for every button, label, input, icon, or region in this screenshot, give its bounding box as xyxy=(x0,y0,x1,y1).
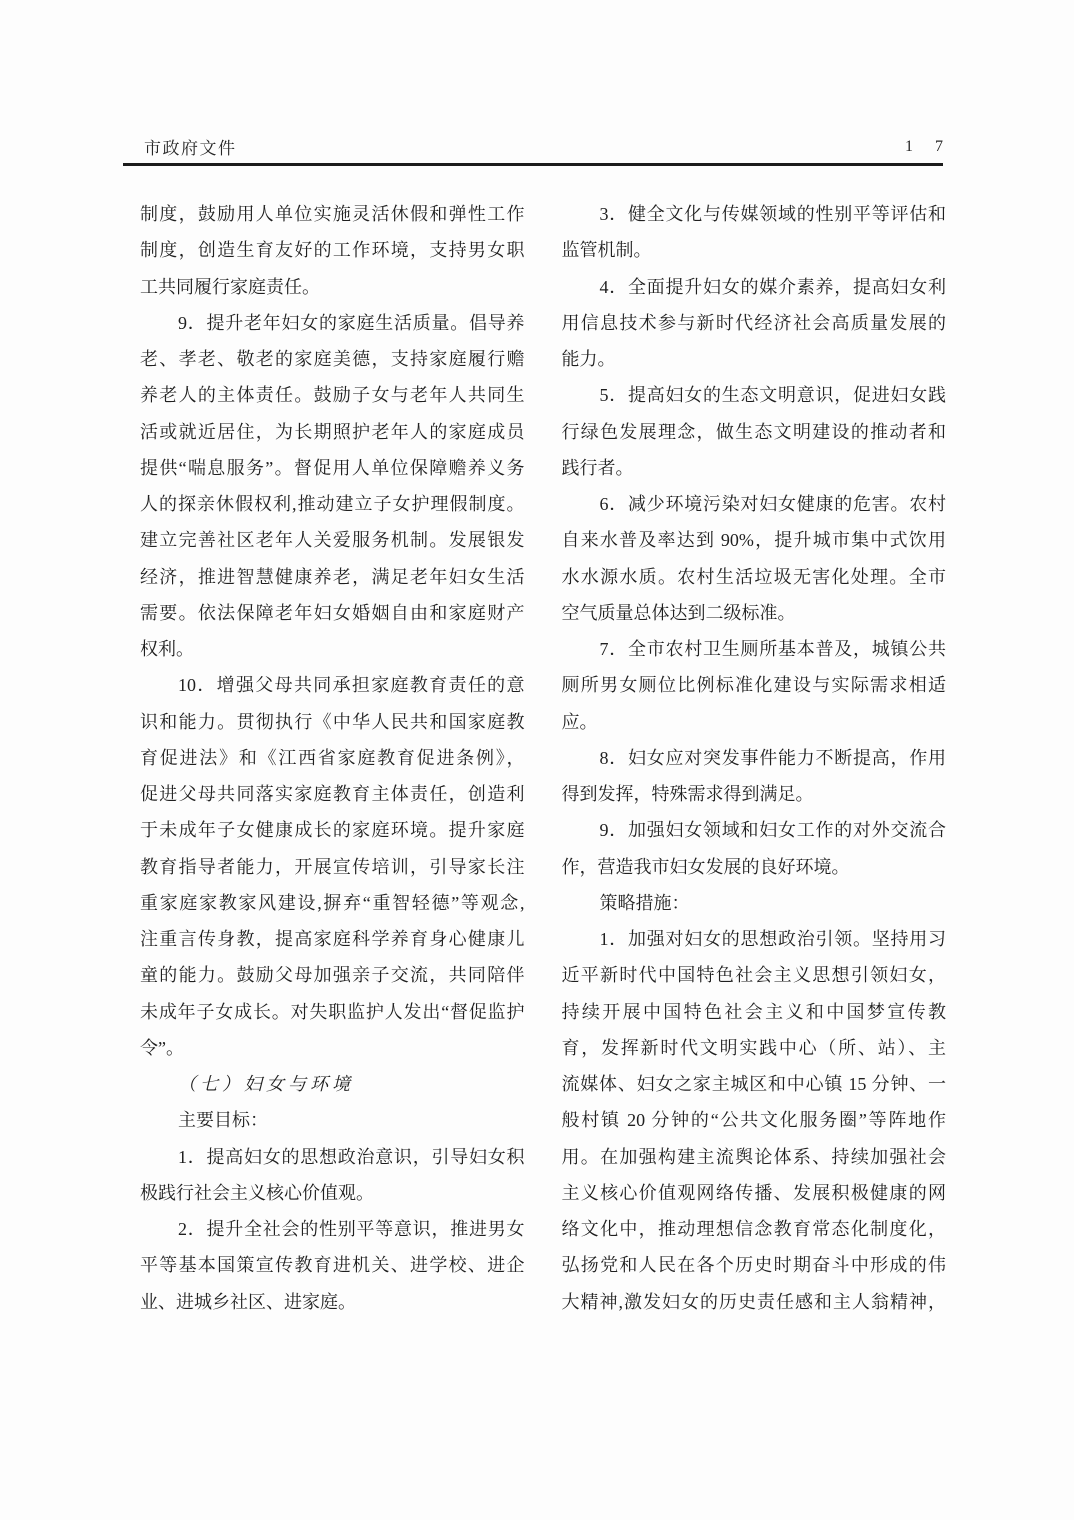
text-line: 8．妇女应对突发事件能力不断提高，作用 xyxy=(599,747,946,768)
text-line: 养老人的主体责任。鼓励子女与老年人共同生 xyxy=(140,385,525,406)
text-line: 作，营造我市妇女发展的良好环境。 xyxy=(561,856,850,877)
text-line: 4．全面提升妇女的媒介素养，提高妇女利 xyxy=(599,276,946,297)
text-line: 用。在加强构建主流舆论体系、持续加强社会 xyxy=(561,1146,946,1167)
text-line: 教育指导者能力，开展宣传培训，引导家长注 xyxy=(140,856,525,877)
text-line: 10．增强父母共同承担家庭教育责任的意 xyxy=(178,675,525,696)
text-line: 育促进法》和《江西省家庭教育促进条例》， xyxy=(140,747,525,768)
page-number: 1 7 xyxy=(905,138,952,155)
text-line: 极践行社会主义核心价值观。 xyxy=(140,1182,374,1203)
text-line: 络文化中，推动理想信念教育常态化制度化， xyxy=(561,1219,946,1239)
left-column xyxy=(140,196,525,1320)
text-line: 识和能力。贯彻执行《中华人民共和国家庭教 xyxy=(140,711,525,732)
text-line: 童的能力。鼓励父母加强亲子交流，共同陪伴 xyxy=(140,965,525,986)
text-line: 持续开展中国特色社会主义和中国梦宣传教 xyxy=(561,1001,946,1022)
text-line: 制度，创造生育友好的工作环境，支持男女职 xyxy=(140,240,525,261)
text-line: 能力。 xyxy=(561,349,616,369)
text-line: 践行者。 xyxy=(561,457,634,478)
text-line: 权利。 xyxy=(140,639,194,659)
text-line: 9．提升老年妇女的家庭生活质量。倡导养 xyxy=(178,312,525,333)
text-line: 策略措施： xyxy=(599,892,690,913)
text-line: 提供“喘息服务”。督促用人单位保障赡养义务 xyxy=(140,457,525,478)
text-line: 应。 xyxy=(561,711,598,732)
header-rule xyxy=(123,163,943,166)
text-line: 流媒体、妇女之家主城区和中心镇 15 分钟、一 xyxy=(561,1074,946,1094)
text-line: 活或就近居住，为长期照护老年人的家庭成员 xyxy=(140,421,525,442)
text-line: 自来水普及率达到 90%，提升城市集中式饮用 xyxy=(561,530,946,551)
text-line: 促进父母共同落实家庭教育主体责任，创造利 xyxy=(140,784,525,804)
text-line: 3．健全文化与传媒领域的性别平等评估和 xyxy=(599,204,946,224)
text-line: 9．加强妇女领域和妇女工作的对外交流合 xyxy=(599,820,946,841)
text-line: 弘扬党和人民在各个历史时期奋斗中形成的伟 xyxy=(561,1255,946,1276)
text-line: 平等基本国策宣传教育进机关、进学校、进企 xyxy=(140,1255,525,1276)
text-line: 1．提高妇女的思想政治意识，引导妇女积 xyxy=(178,1146,525,1167)
text-line: 令”。 xyxy=(140,1037,184,1058)
text-line: 人的探亲休假权利,推动建立子女护理假制度。 xyxy=(140,494,525,514)
text-line: 注重言传身教，提高家庭科学养育身心健康儿 xyxy=(140,929,525,949)
text-line: 用信息技术参与新时代经济社会高质量发展的 xyxy=(561,312,946,333)
header-document-category: 市政府文件 xyxy=(144,139,237,158)
text-line: 空气质量总体达到二级标准。 xyxy=(561,602,796,623)
text-line: 重家庭家教家风建设,摒弃“重智轻德”等观念, xyxy=(140,892,525,913)
text-columns xyxy=(140,196,946,1320)
text-line: 般村镇 20 分钟的“公共文化服务圈”等阵地作 xyxy=(561,1110,946,1131)
text-line: 大精神,激发妇女的历史责任感和主人翁精神， xyxy=(561,1291,946,1312)
text-line: 制度，鼓励用人单位实施灵活休假和弹性工作 xyxy=(140,204,525,224)
text-line: 厕所男女厕位比例标准化建设与实际需求相适 xyxy=(561,675,946,696)
text-line: 行绿色发展理念，做生态文明建设的推动者和 xyxy=(561,421,946,442)
text-line: 5．提高妇女的生态文明意识，促进妇女践 xyxy=(599,385,946,406)
text-line: 水水源水质。农村生活垃圾无害化处理。全市 xyxy=(561,566,946,587)
text-line: 业、进城乡社区、进家庭。 xyxy=(140,1291,356,1312)
text-line: 近平新时代中国特色社会主义思想引领妇女， xyxy=(561,965,946,986)
text-line: 2．提升全社会的性别平等意识，推进男女 xyxy=(178,1219,525,1239)
text-line: 经济，推进智慧健康养老，满足老年妇女生活 xyxy=(140,566,525,587)
text-line: 1．加强对妇女的思想政治引领。坚持用习 xyxy=(599,929,946,949)
text-line: 7．全市农村卫生厕所基本普及，城镇公共 xyxy=(599,639,946,659)
text-line: 工共同履行家庭责任。 xyxy=(140,276,320,297)
section-heading-line: （七）妇女与环境 xyxy=(178,1074,354,1094)
text-line: 主义核心价值观网络传播、发展积极健康的网 xyxy=(561,1182,946,1203)
text-line: 未成年子女成长。对失职监护人发出“督促监护 xyxy=(140,1001,525,1022)
text-line: 主要目标： xyxy=(178,1110,268,1131)
text-line: 老、孝老、敬老的家庭美德，支持家庭履行赡 xyxy=(140,349,525,369)
text-line: 建立完善社区老年人关爱服务机制。发展银发 xyxy=(140,530,525,551)
text-line: 监管机制。 xyxy=(561,240,652,261)
text-line: 于未成年子女健康成长的家庭环境。提升家庭 xyxy=(140,820,525,841)
text-line: 得到发挥，特殊需求得到满足。 xyxy=(561,784,814,804)
text-line: 6．减少环境污染对妇女健康的危害。农村 xyxy=(599,494,946,514)
text-line: 育，发挥新时代文明实践中心（所、站）、主 xyxy=(561,1037,946,1058)
text-line: 需要。依法保障老年妇女婚姻自由和家庭财产 xyxy=(140,602,525,623)
right-column xyxy=(562,196,947,1320)
